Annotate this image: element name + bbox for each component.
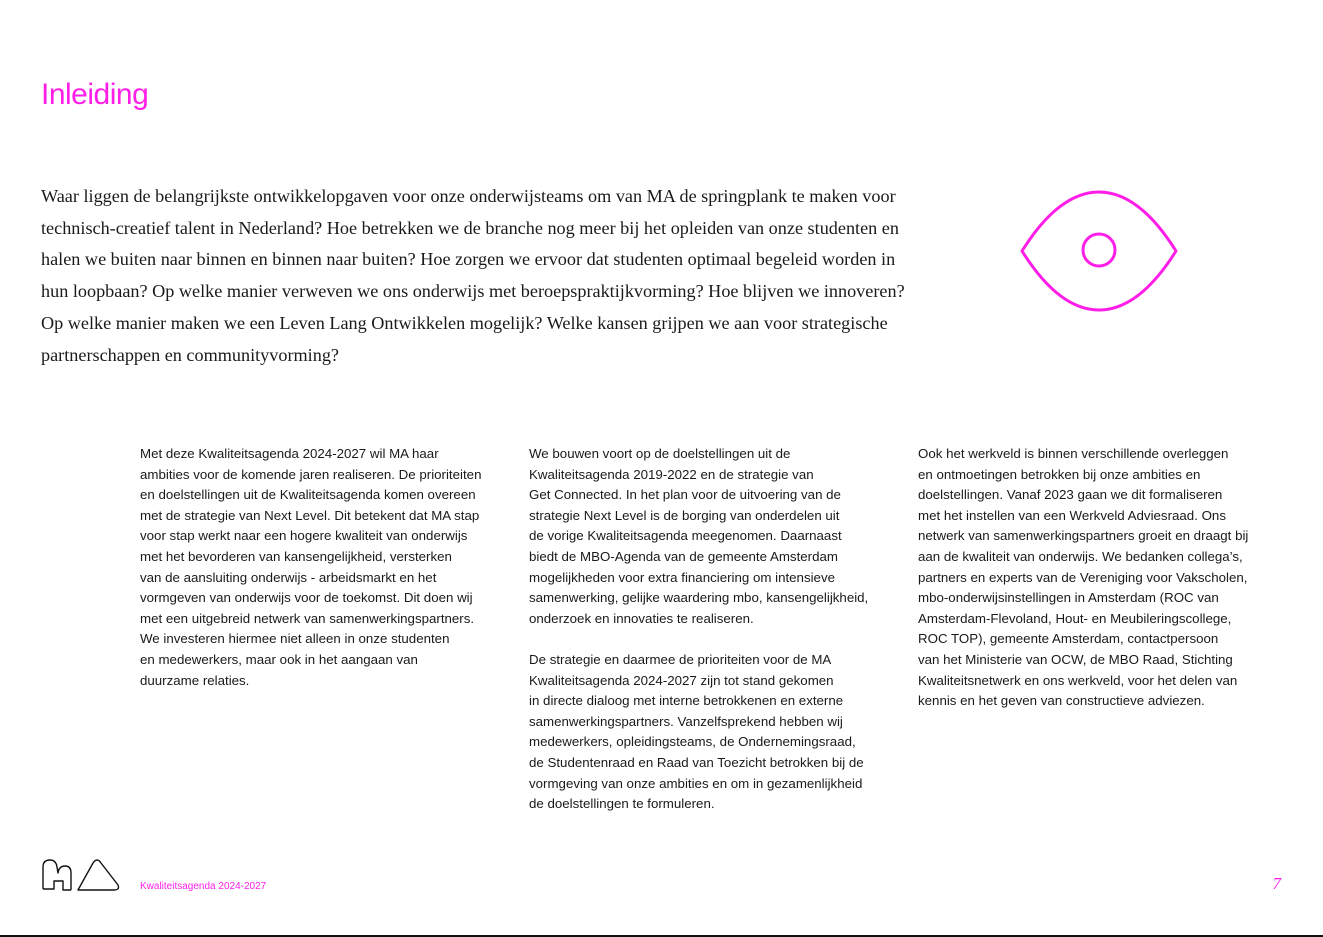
text-column-3: [918, 444, 1293, 732]
page-number: 7: [1272, 874, 1281, 893]
column-3-paragraph-1: Ook het werkveld is binnen verschillende overleggen en ontmoetingen betrokken bij onze ambities en doelstellingen. Vanaf 2023 gaan we dit formaliseren met het instellen van een Werkveld Adviesraad. Ons netwerk van samenwerkingspartners groeit en draagt bij aan de kwaliteit van onderwijs. We bedanken collega’s, partners en experts van de Vereniging voor Vakscholen, mbo-onderwijsinstellingen in Amsterdam (ROC van Amsterdam-Flevoland, Hout- en Meubileringscollege, ROC TOP), gemeente Amsterdam, contactpersoon van het Ministerie van OCW, de MBO Raad, Stichting Kwaliteitsnetwerk en ons werkveld, voor het delen van kennis en het geven van constructieve adviezen.: [918, 446, 1249, 709]
column-2-paragraph-1: We bouwen voort op de doelstellingen uit de Kwaliteitsagenda 2019-2022 en de strategie van Get Connected. In het plan voor de uitvoering van de strategie Next Level is de borging van onderdelen uit de vorige Kwaliteitsagenda meegenomen. Daarnaast biedt de MBO-Agenda van de gemeente Amsterdam mogelijkheden voor extra financiering om intensieve samenwerking, gelijke waardering mbo, kansengelijkheid, onderzoek en innovaties te realiseren.: [529, 446, 869, 626]
eye-icon: [1019, 188, 1179, 314]
text-column-1: [140, 444, 515, 712]
column-1-paragraph-1: Met deze Kwaliteitsagenda 2024-2027 wil MA haar ambities voor de komende jaren realiseren. De prioriteiten en doelstellingen uit de Kwaliteitsagenda komen overeen met de strategie van Next Level. Dit betekent dat MA stap voor stap werkt naar een hogere kwaliteit van onderwijs met het bevorderen van kansengelijkheid, versterken van de aansluiting onderwijs - arbeidsmarkt en het vormgeven van onderwijs voor de toekomst. Dit doen wij met een uitgebreid netwerk van samenwerkingspartners. We investeren hiermee niet alleen in onze studenten en medewerkers, maar ook in het aangaan van duurzame relaties.: [140, 446, 482, 688]
column-2-paragraph-2: De strategie en daarmee de prioriteiten voor de MA Kwaliteitsagenda 2024-2027 zijn tot stand gekomen in directe dialoog met interne betrokkenen en externe samenwerkingspartners. Vanzelfsprekend hebben wij medewerkers, opleidingsteams, de Ondernemingsraad, de Studentenraad en Raad van Toezicht betrokken bij de vormgeving van onze ambities en om in gezamenlijkheid de doelstellingen te formuleren.: [529, 651, 864, 812]
intro-paragraph: Waar liggen de belangrijkste ontwikkelopgaven voor onze onderwijsteams om van MA de springplank te maken voor technisch-creatief talent in Nederland? Hoe betrekken we de branche nog meer bij het opleiden van onze studenten en halen we buiten naar binnen en binnen naar buiten? Hoe zorgen we ervoor dat studenten optimaal begeleid worden in hun loopbaan? Op welke manier verweven we ons onderwijs met beroepspraktijkvorming? Hoe blijven we innoveren? Op welke manier maken we een Leven Lang Ontwikkelen mogelijk? Welke kansen grijpen we aan voor strategische partnerschappen en communityvorming?: [41, 186, 905, 365]
page-title: Inleiding: [41, 78, 149, 111]
footer-document-title: Kwaliteitsagenda 2024-2027: [140, 881, 267, 892]
text-column-2: [529, 444, 904, 835]
ma-logo-icon: [41, 857, 121, 892]
